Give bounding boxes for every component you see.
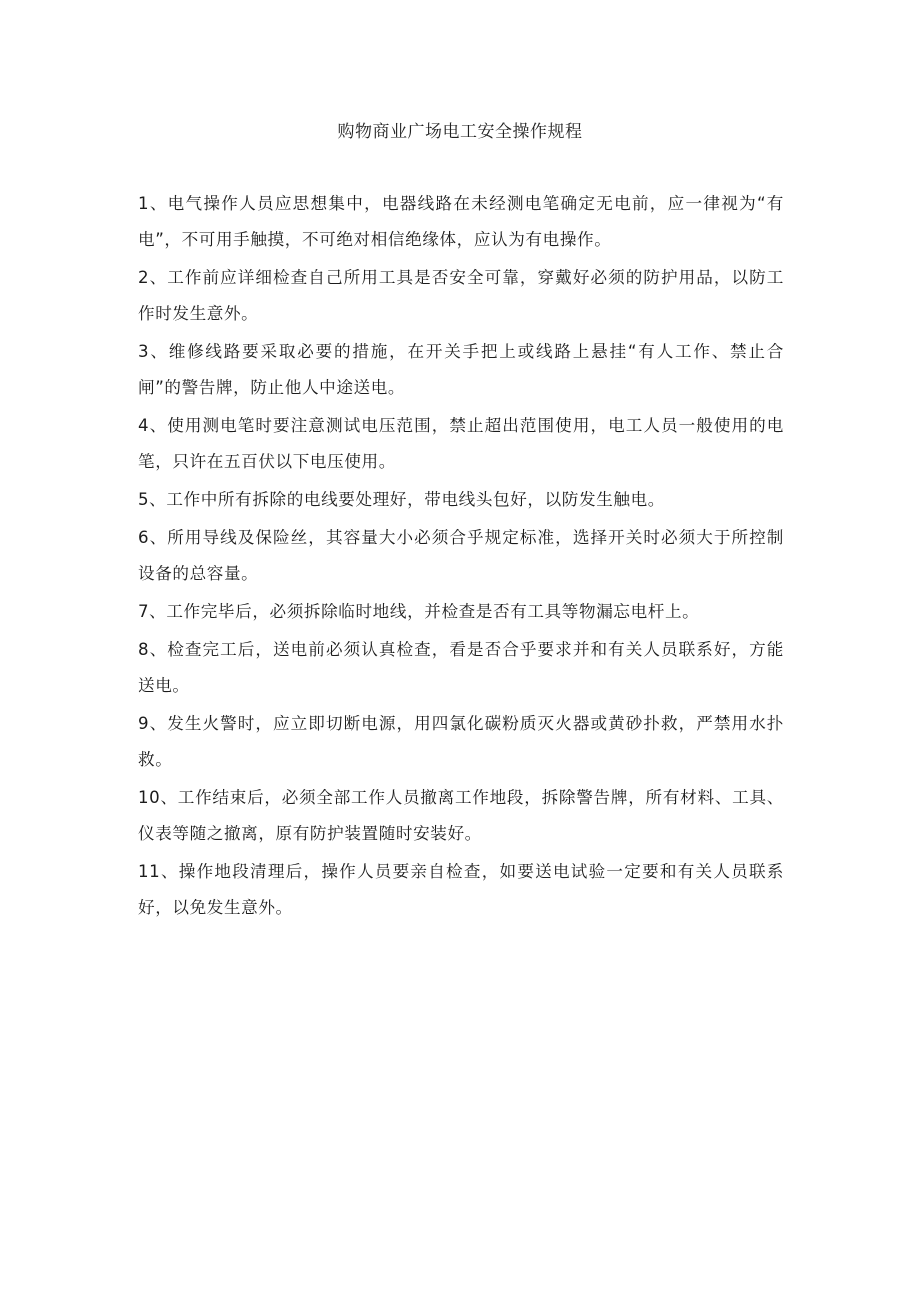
rule-item-3: 3、维修线路要采取必要的措施，在开关手把上或线路上悬挂“有人工作、禁止合闸”的警告牌，防止他人中途送电。 — [138, 342, 784, 397]
rule-item-6: 6、所用导线及保险丝，其容量大小必须合乎规定标准，选择开关时必须大于所控制设备的总容量。 — [138, 528, 784, 583]
rule-item-4: 4、使用测电笔时要注意测试电压范围，禁止超出范围使用，电工人员一般使用的电笔，只许在五百伏以下电压使用。 — [138, 416, 784, 471]
document-title: 购物商业广场电工安全操作规程 — [337, 122, 583, 142]
rule-item-9: 9、发生火警时，应立即切断电源，用四氯化碳粉质灭火器或黄砂扑救，严禁用水扑救。 — [138, 714, 784, 769]
rule-item-7: 7、工作完毕后，必须拆除临时地线，并检查是否有工具等物漏忘电杆上。 — [138, 602, 700, 621]
rule-item-5: 5、工作中所有拆除的电线要处理好，带电线头包好，以防发生触电。 — [138, 490, 665, 509]
rule-item-1: 1、电气操作人员应思想集中，电器线路在未经测电笔确定无电前，应一律视为“有电”，不可用手触摸，不可绝对相信绝缘体，应认为有电操作。 — [138, 194, 784, 249]
rule-item-2: 2、工作前应详细检查自己所用工具是否安全可靠，穿戴好必须的防护用品，以防工作时发生意外。 — [138, 268, 784, 323]
rule-item-11: 11、操作地段清理后，操作人员要亲自检查，如要送电试验一定要和有关人员联系好，以免发生意外。 — [138, 862, 784, 917]
rules-list — [138, 186, 784, 928]
rule-item-8: 8、检查完工后，送电前必须认真检查，看是否合乎要求并和有关人员联系好，方能送电。 — [138, 640, 784, 695]
rule-item-10: 10、工作结束后，必须全部工作人员撤离工作地段，拆除警告牌，所有材料、工具、仪表等随之撤离，原有防护装置随时安装好。 — [138, 788, 784, 843]
